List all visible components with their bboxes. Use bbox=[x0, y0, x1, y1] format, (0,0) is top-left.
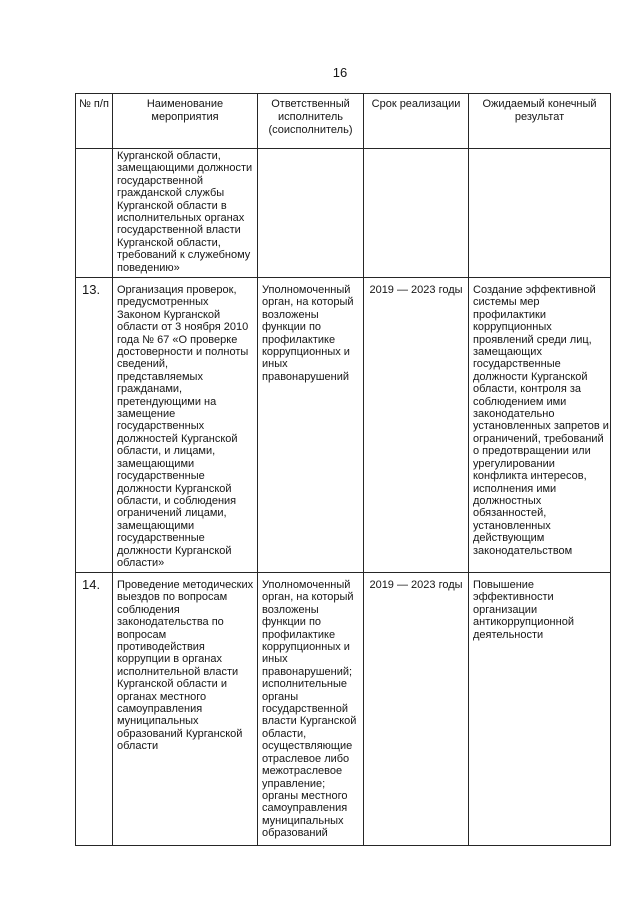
cell-executor: Уполномоченный орган, на который возложены функции по профилактике коррупционных и иных правонарушений bbox=[258, 278, 364, 573]
header-cell-result: Ожидаемый конечный результат bbox=[469, 94, 611, 149]
cell-executor: Уполномоченный орган, на который возложены функции по профилактике коррупционных и иных правонарушений; исполнительные органы государственной власти Курганской области, осуществляющие отраслевое либо межотраслевое управление; органы местного самоуправления муниципальных образований bbox=[258, 573, 364, 846]
cell-measure-name: Проведение методических выездов по вопросам соблюдения законодательства по вопросам противодействия коррупции в органах исполнительной власти Курганской области и органах местного самоуправления муниципальных образований Курганской области bbox=[113, 573, 258, 846]
cell-term: 2019 — 2023 годы bbox=[364, 573, 469, 846]
cell-executor bbox=[258, 149, 364, 278]
measures-table bbox=[75, 93, 611, 846]
header-cell-term: Срок реализации bbox=[364, 94, 469, 149]
cell-number: 13. bbox=[76, 278, 113, 573]
cell-term bbox=[364, 149, 469, 278]
cell-measure-name: Организация проверок, предусмотренных Законом Курганской области от 3 ноября 2010 года № 67 «О проверке достоверности и полноты сведений, представляемых гражданами, претендующими на замещение государственных должностей Курганской области, и лицами, замещающими государственные должности Курганской области, и соблюдения ограничений лицами, замещающими государственные должности Курганской области» bbox=[113, 278, 258, 573]
page-number: 16 bbox=[332, 65, 348, 80]
cell-measure-name: Курганской области, замещающими должности государственной гражданской службы Курганской области в исполнительных органах государственной власти Курганской области, требований к служебному поведению» bbox=[113, 149, 258, 278]
header-cell-executor: Ответственный исполнитель (соисполнитель) bbox=[258, 94, 364, 149]
cell-result: Повышение эффективности организации антикоррупционной деятельности bbox=[469, 573, 611, 846]
header-cell-number: № п/п bbox=[76, 94, 113, 149]
cell-term: 2019 — 2023 годы bbox=[364, 278, 469, 573]
cell-result bbox=[469, 149, 611, 278]
cell-result: Создание эффективной системы мер профилактики коррупционных проявлений среди лиц, замещающих государственные должности Курганской области, контроля за соблюдением ими законодательно установленных запретов и ограничений, требований о предотвращении или урегулировании конфликта интересов, исполнения ими должностных обязанностей, установленных действующим законодательством bbox=[469, 278, 611, 573]
header-cell-measure-name: Наименование мероприятия bbox=[113, 94, 258, 149]
cell-number: 14. bbox=[76, 573, 113, 846]
cell-number bbox=[76, 149, 113, 278]
